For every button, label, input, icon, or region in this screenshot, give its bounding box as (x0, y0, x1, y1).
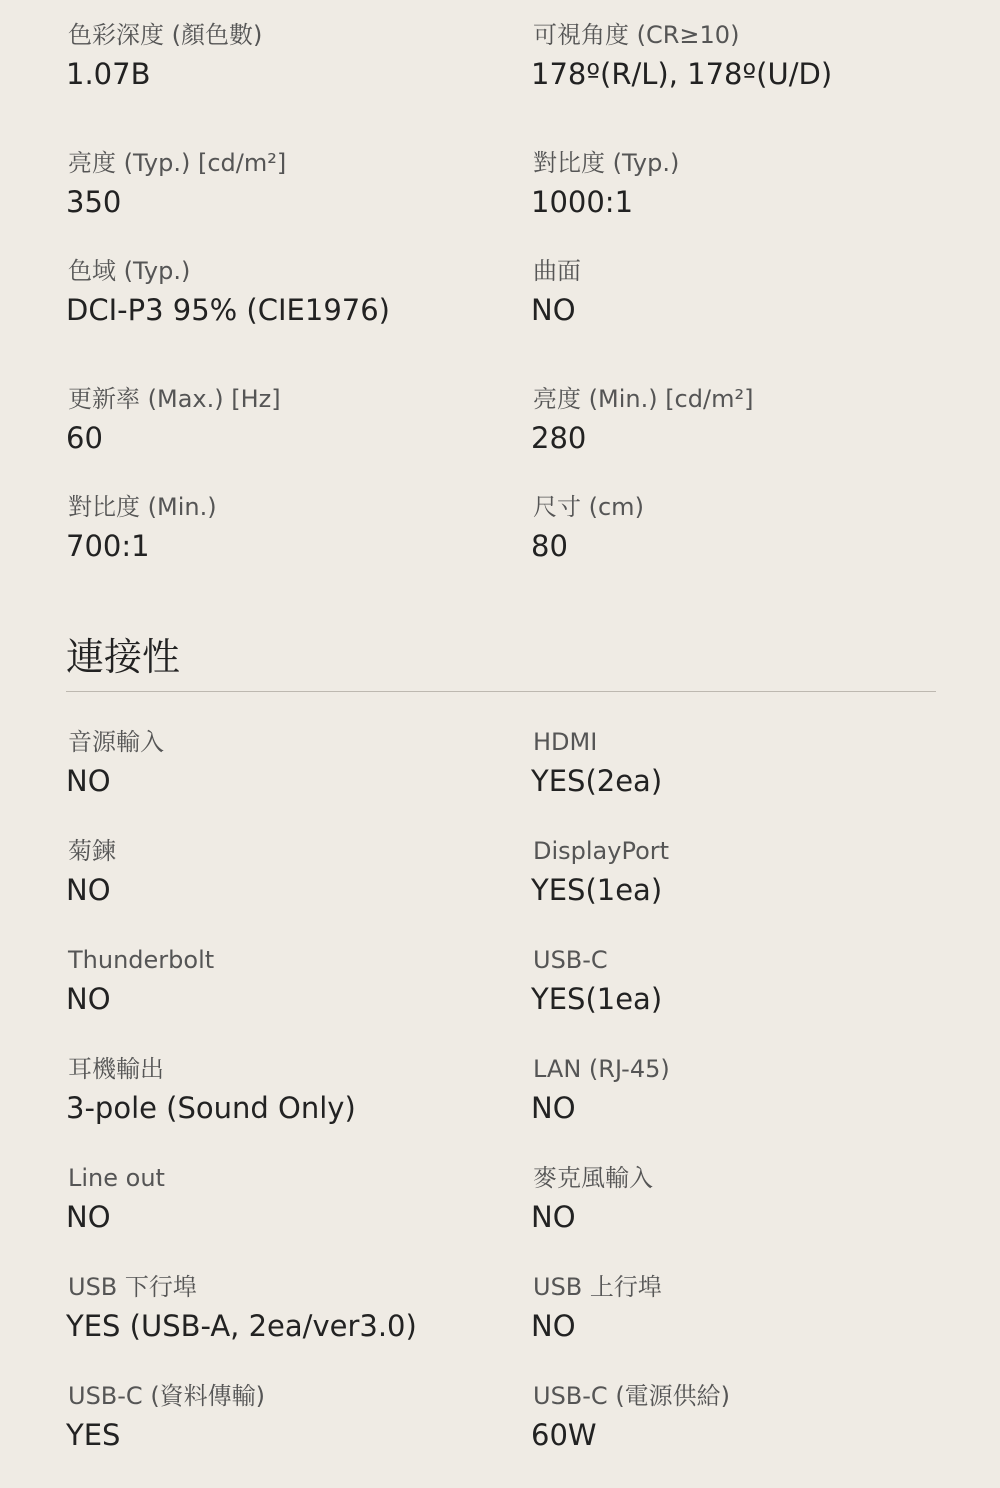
spec-value: 80 (531, 529, 568, 563)
spec-item-usb-c-power (531, 1379, 936, 1488)
spec-value: 178º(R/L), 178º(U/D) (531, 57, 833, 91)
spec-value: 60W (531, 1418, 597, 1452)
spec-item-line-out (66, 1161, 531, 1270)
spec-label: 色彩深度 (顏色數) (68, 21, 263, 49)
spec-value: NO (531, 293, 576, 327)
spec-item-audio-in (66, 725, 531, 834)
spec-value: YES(2ea) (531, 764, 663, 798)
spec-label: 亮度 (Min.) [cd/m²] (533, 385, 754, 413)
spec-item-daisy-chain (66, 834, 531, 943)
spec-label: 耳機輸出 (68, 1055, 164, 1083)
spec-value: 1000:1 (531, 185, 634, 219)
spec-label: 更新率 (Max.) [Hz] (68, 385, 281, 413)
spec-value: NO (66, 873, 111, 907)
spec-value: YES(1ea) (531, 982, 663, 1016)
spec-label: USB-C (533, 946, 608, 974)
spec-item-curved (531, 254, 936, 382)
spec-item-viewing-angle (531, 18, 936, 146)
spec-label: USB 上行埠 (533, 1273, 662, 1301)
spec-value: YES (USB-A, 2ea/ver3.0) (66, 1309, 417, 1343)
spec-label: USB-C (資料傳輸) (68, 1382, 266, 1410)
spec-value: DCI-P3 95% (CIE1976) (66, 293, 390, 327)
spec-item-color-gamut (66, 254, 531, 382)
section-divider (66, 691, 936, 692)
spec-value: NO (66, 982, 111, 1016)
spec-item-usb-downstream (66, 1270, 531, 1379)
spec-label: USB 下行埠 (68, 1273, 197, 1301)
spec-value: 3-pole (Sound Only) (66, 1091, 356, 1125)
spec-value: 280 (531, 421, 587, 455)
spec-item-usb-c (531, 943, 936, 1052)
spec-value: 350 (66, 185, 122, 219)
spec-item-lan (531, 1052, 936, 1161)
spec-label: 尺寸 (cm) (533, 493, 644, 521)
spec-value: 60 (66, 421, 103, 455)
spec-item-brightness-min (531, 382, 936, 490)
spec-item-brightness-typ (66, 146, 531, 254)
spec-item-contrast-min (66, 490, 531, 598)
spec-value: NO (531, 1309, 576, 1343)
display-spec-grid (66, 18, 936, 598)
section-title-connectivity: 連接性 (66, 635, 181, 679)
spec-item-hdmi (531, 725, 936, 834)
spec-value: YES(1ea) (531, 873, 663, 907)
spec-label: 麥克風輸入 (533, 1164, 653, 1192)
spec-label: 對比度 (Typ.) (533, 149, 680, 177)
spec-value: 1.07B (66, 57, 151, 91)
spec-label: DisplayPort (533, 837, 670, 865)
spec-value: NO (66, 1200, 111, 1234)
spec-item-displayport (531, 834, 936, 943)
spec-label: 菊鍊 (68, 837, 116, 865)
spec-label: Line out (68, 1164, 165, 1192)
spec-value: 700:1 (66, 529, 150, 563)
spec-item-size (531, 490, 936, 598)
spec-label: 對比度 (Min.) (68, 493, 217, 521)
spec-item-usb-upstream (531, 1270, 936, 1379)
spec-label: 曲面 (533, 257, 581, 285)
spec-value: YES (66, 1418, 121, 1452)
spec-label: 音源輸入 (68, 728, 164, 756)
spec-value: NO (531, 1200, 576, 1234)
spec-item-refresh-rate (66, 382, 531, 490)
spec-label: 亮度 (Typ.) [cd/m²] (68, 149, 287, 177)
spec-label: LAN (RJ-45) (533, 1055, 670, 1083)
spec-item-contrast-typ (531, 146, 936, 254)
spec-item-headphone-out (66, 1052, 531, 1161)
spec-value: NO (66, 764, 111, 798)
spec-item-color-depth (66, 18, 531, 146)
spec-item-mic-in (531, 1161, 936, 1270)
spec-label: 色域 (Typ.) (68, 257, 191, 285)
connectivity-spec-grid (66, 725, 936, 1488)
spec-label: Thunderbolt (68, 946, 215, 974)
spec-label: HDMI (533, 728, 598, 756)
spec-label: USB-C (電源供給) (533, 1382, 731, 1410)
spec-value: NO (531, 1091, 576, 1125)
spec-item-thunderbolt (66, 943, 531, 1052)
spec-item-usb-c-data (66, 1379, 531, 1488)
spec-label: 可視角度 (CR≥10) (533, 21, 740, 49)
